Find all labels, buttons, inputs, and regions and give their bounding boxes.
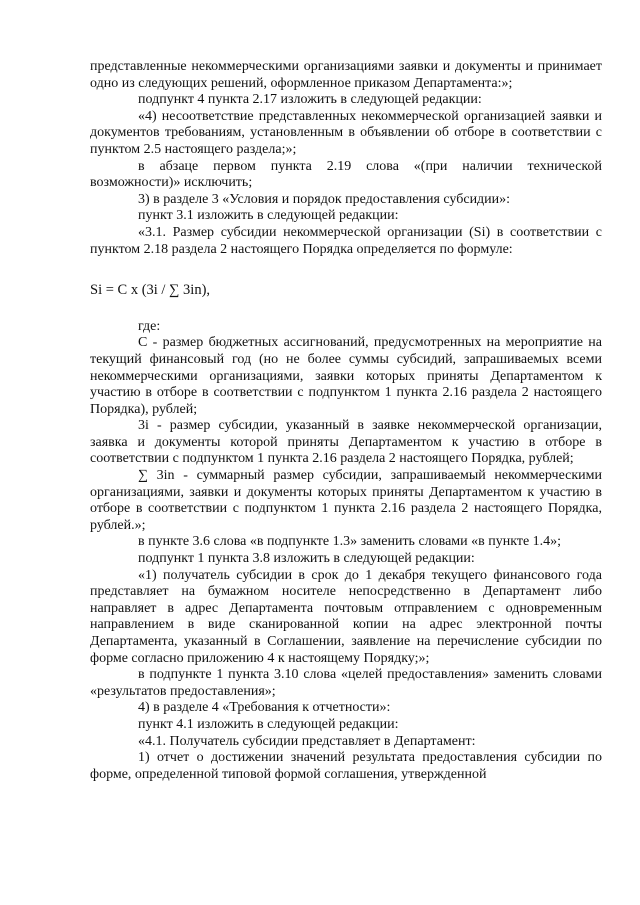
paragraph: 4) в разделе 4 «Требования к отчетности»: bbox=[138, 700, 391, 716]
paragraph: «3.1. Размер субсидии некоммерческой организации (Si) в соответствии с пунктом 2.18 раздела 2 настоящего Порядка определяется по формуле: bbox=[90, 224, 602, 257]
document-page bbox=[90, 59, 602, 783]
paragraph: в пункте 3.6 слова «в подпункте 1.3» заменить словами «в пункте 1.4»; bbox=[138, 534, 562, 550]
paragraph: пункт 3.1 изложить в следующей редакции: bbox=[138, 208, 399, 224]
paragraph: где: bbox=[138, 318, 161, 334]
paragraph: C - размер бюджетных ассигнований, предусмотренных на мероприятие на текущий финансовый год (но не более суммы субсидий, запрашиваемых всеми некоммерческими организациями, заявки которых приняты Департаментом к участию в отборе в соответствии с подпунктом 1 пункта 2.16 раздела 2 настоящего Порядка), рублей; bbox=[90, 335, 602, 417]
paragraph: в абзаце первом пункта 2.19 слова «(при наличии технической возможности)» исключить; bbox=[90, 158, 602, 191]
paragraph: представленные некоммерческими организациями заявки и документы и принимает одно из следующих решений, оформленное приказом Департамента:»; bbox=[90, 59, 602, 91]
paragraph: подпункт 1 пункта 3.8 изложить в следующей редакции: bbox=[138, 551, 475, 567]
paragraph: «1) получатель субсидии в срок до 1 декабря текущего финансового года представляет на бумажном носителе непосредственно в Департамент либо направляет в адрес Департамента почтовым отправлением с одновременным направлением в виде сканированной копии на адрес электронной почты Департамента, указанный в Соглашении, заявление на перечисление субсидии по форме согласно приложению 4 к настоящему Порядку;»; bbox=[90, 567, 602, 666]
paragraph: в подпункте 1 пункта 3.10 слова «целей предоставления» заменить словами «результатов предоставления»; bbox=[90, 667, 602, 699]
paragraph: 3i - размер субсидии, указанный в заявке некоммерческой организации, заявка и документы которой приняты Департаментом к участию в отборе в соответствии с подпунктом 1 пункта 2.16 раздела 2 настоящего Порядка, рублей; bbox=[90, 418, 602, 467]
paragraph: 3) в разделе 3 «Условия и порядок предоставления субсидии»: bbox=[138, 191, 511, 207]
paragraph: пункт 4.1 изложить в следующей редакции: bbox=[138, 716, 399, 732]
paragraph: «4) несоответствие представленных некоммерческой организацией заявки и документов требованиям, установленным в объявлении об отборе в соответствии с пунктом 2.5 настоящего раздела;»; bbox=[90, 108, 602, 157]
paragraph: подпункт 4 пункта 2.17 изложить в следующей редакции: bbox=[138, 92, 482, 108]
paragraph: «4.1. Получатель субсидии представляет в Департамент: bbox=[138, 733, 476, 749]
paragraph: 1) отчет о достижении значений результата предоставления субсидии по форме, определенной типовой формой соглашения, утвержденной bbox=[90, 750, 602, 782]
paragraph: ∑ 3in - суммарный размер субсидии, запрашиваемый некоммерческими организациями, заявки и документы которых приняты Департаментом к участию в отборе в соответствии с подпунктом 1 пункта 2.16 раздела 2 настоящего Порядка, рублей.»; bbox=[90, 468, 602, 533]
formula: Si = C x (3i / ∑ 3in), bbox=[90, 282, 211, 299]
